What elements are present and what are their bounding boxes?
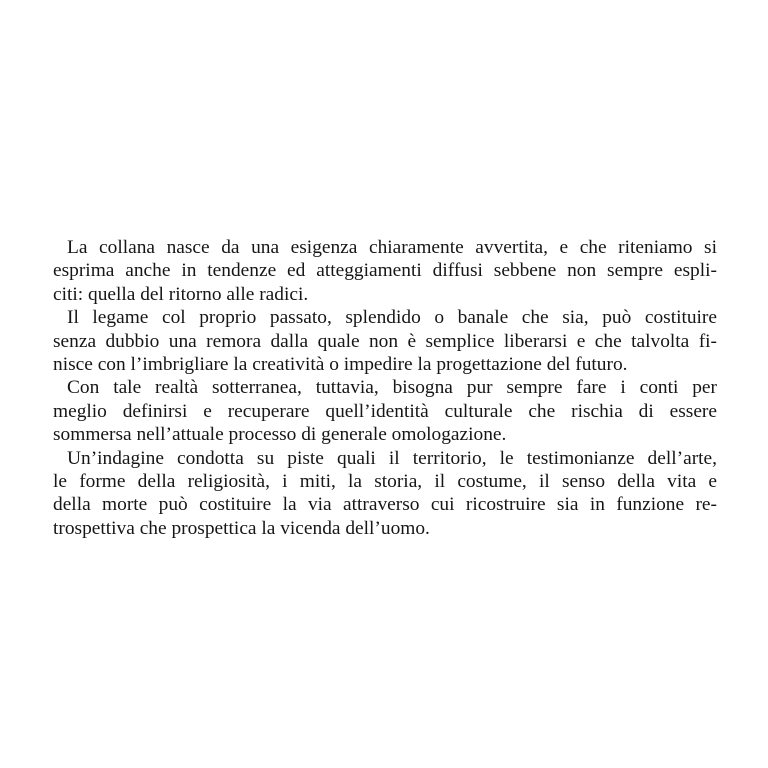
text-line: trospettiva che prospettica la vicenda dell’uomo. bbox=[53, 517, 430, 539]
body-text bbox=[53, 236, 717, 540]
text-line: della morte può costituire la via attraverso cui ricostruire sia in funzione re- bbox=[53, 494, 717, 516]
text-line: esprima anche in tendenze ed atteggiamenti diffusi sebbene non sempre espli- bbox=[53, 260, 717, 282]
text-line: senza dubbio una remora dalla quale non è semplice liberarsi e che talvolta fi- bbox=[53, 330, 717, 352]
text-line: meglio definirsi e recuperare quell’identità culturale che rischia di essere bbox=[53, 400, 717, 422]
text-line: La collana nasce da una esigenza chiaramente avvertita, e che riteniamo si bbox=[67, 237, 717, 258]
text-line: sommersa nell’attuale processo di generale omologazione. bbox=[53, 424, 507, 446]
text-line: citi: quella del ritorno alle radici. bbox=[53, 283, 309, 305]
text-line: Con tale realtà sotterranea, tuttavia, bisogna pur sempre fare i conti per bbox=[67, 377, 717, 399]
text-line: Un’indagine condotta su piste quali il territorio, le testimonianze dell’arte, bbox=[67, 447, 717, 469]
text-line: le forme della religiosità, i miti, la storia, il costume, il senso della vita e bbox=[53, 470, 717, 492]
text-line: Il legame col proprio passato, splendido o banale che sia, può costituire bbox=[67, 307, 717, 329]
text-line: nisce con l’imbrigliare la creatività o impedire la progettazione del futuro. bbox=[53, 353, 628, 375]
